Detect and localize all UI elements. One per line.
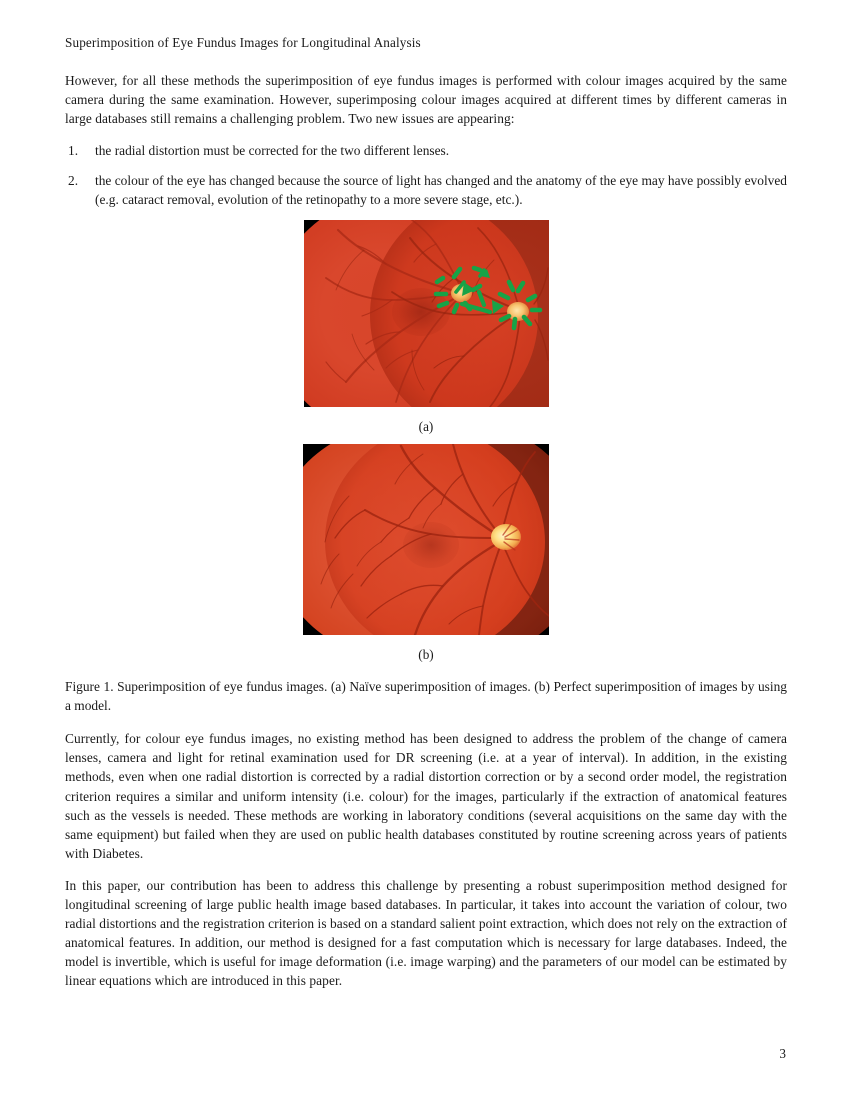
running-head: Superimposition of Eye Fundus Images for Longitudinal Analysis xyxy=(65,35,421,50)
figure-caption: Figure 1. Superimposition of eye fundus images. (a) Naïve superimposition of images. (b) Perfect superimposition of images by using a model. xyxy=(65,679,787,714)
fundus-image-a xyxy=(304,220,549,407)
body-paragraph-1: Currently, for colour eye fundus images, no existing method has been designed to address the problem of the change of camera lenses, camera and light for retinal examination used for DR screening (i.e. at a year of interval). In addition, in the existing methods, even when one radial distortion is corrected by a radial distortion correction or by a second order model, the registration criterion requires a similar and uniform intensity (i.e. colour) for the images, particularly if the extraction of anatomical features such as the vessels is needed. These methods are working in laboratory conditions (several acquisitions on the same day with the same equipment) but failed when they are used on public health databases constituted by routine screening across years of patients with Diabetes. xyxy=(65,731,787,861)
figure-panel-a-label: (a) xyxy=(418,419,434,435)
fundus-image-b xyxy=(303,444,549,635)
page-content xyxy=(65,34,787,1003)
body-paragraph-2: In this paper, our contribution has been to address this challenge by presenting a robust superimposition method designed for longitudinal screening of large public health image based databases. In particular, it takes into account the variation of colour, two radial distortions and the registration criterion is based on a standard salient point extraction, which does not rely on the extraction of anatomical features. In addition, our method is designed for a fast computation which is necessary for large databases. Indeed, the model is invertible, which is useful for image deformation (i.e. image warping) and the parameters of our model can be estimated by linear equations which are introduced in this paper. xyxy=(65,877,787,988)
intro-paragraph: However, for all these methods the superimposition of eye fundus images is performed with colour images acquired by the same camera during the same examination. However, superimposing colour images acquired at different times by different cameras in large databases still remains a challenging problem. Two new issues are appearing: xyxy=(65,73,787,127)
figure-panel-b-label: (b) xyxy=(418,647,434,663)
figure-panel-a xyxy=(65,220,787,435)
issues-list xyxy=(65,141,787,209)
green-displacement-annotation xyxy=(304,220,549,407)
list-item-text: the colour of the eye has changed because the source of light has changed and the anatomy of the eye may have possibly evolved (e.g. cataract removal, evolution of the retinopathy to a more severe stage, etc.). xyxy=(95,173,787,208)
optic-disc-vessel-radiation xyxy=(303,444,549,635)
figure-1 xyxy=(65,220,787,715)
page-number: 3 xyxy=(779,1046,786,1061)
figure-panel-b xyxy=(65,444,787,663)
list-item xyxy=(65,141,787,160)
list-item xyxy=(65,171,787,209)
list-item-number: 2. xyxy=(68,173,79,189)
list-item-number: 1. xyxy=(68,143,79,159)
list-item-text: the radial distortion must be corrected for the two different lenses. xyxy=(95,143,450,159)
